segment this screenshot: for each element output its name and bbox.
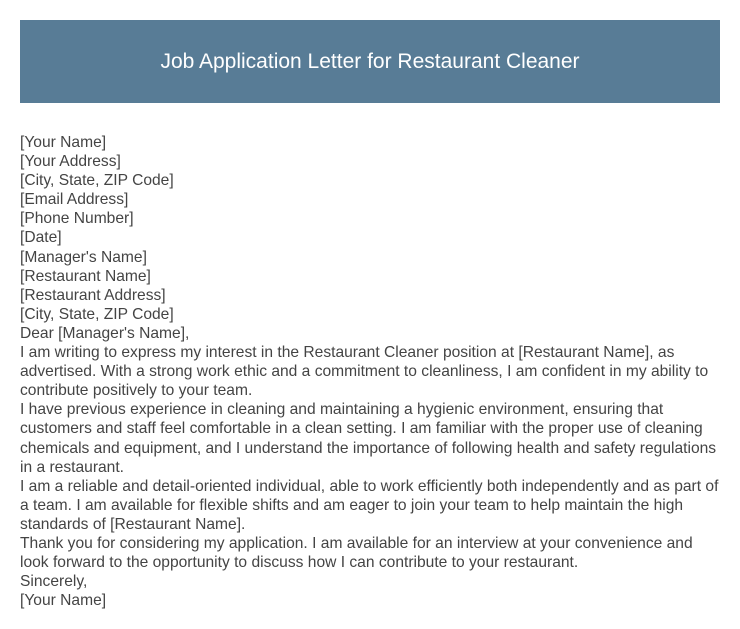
paragraph-qualities: I am a reliable and detail-oriented individual, able to work efficiently both independently and as part of a team. I am available for flexible shifts and am eager to join your team to help maintain the high standards of [Restaurant Name]. [20,477,719,533]
sender-name: [Your Name] [20,134,107,151]
title-banner [20,20,720,103]
page-title: Job Application Letter for Restaurant Cleaner [160,49,580,73]
letter-body [20,133,722,610]
paragraph-experience: I have previous experience in cleaning and maintaining a hygienic environment, ensuring that customers and staff feel comfortable in a clean setting. I am familiar with the proper use of cleaning chemicals and equipment, and I understand the importance of following health and safety regulations in a restaurant. [20,401,717,476]
sign-off: Sincerely, [20,573,88,591]
sender-phone: [Phone Number] [20,210,134,228]
restaurant-address: [Restaurant Address] [20,286,166,304]
paragraph-closing: Thank you for considering my application. I am available for an interview at your convenience and look forward to the opportunity to discuss how I can contribute to your restaurant. [20,534,693,572]
restaurant-city: [City, State, ZIP Code] [20,305,174,323]
restaurant-name: [Restaurant Name] [20,267,151,285]
sender-address: [Your Address] [20,153,121,171]
salutation: Dear [Manager's Name], [20,324,190,342]
paragraph-intro: I am writing to express my interest in the Restaurant Cleaner position at [Restaurant Name], as advertised. With a strong work ethic and a commitment to cleanliness, I am confident in my ability to contribute positively to your team. [20,344,709,400]
date: [Date] [20,229,62,247]
sender-email: [Email Address] [20,191,129,209]
signature-name: [Your Name] [20,592,107,610]
sender-city: [City, State, ZIP Code] [20,172,174,190]
manager-name: [Manager's Name] [20,248,147,266]
